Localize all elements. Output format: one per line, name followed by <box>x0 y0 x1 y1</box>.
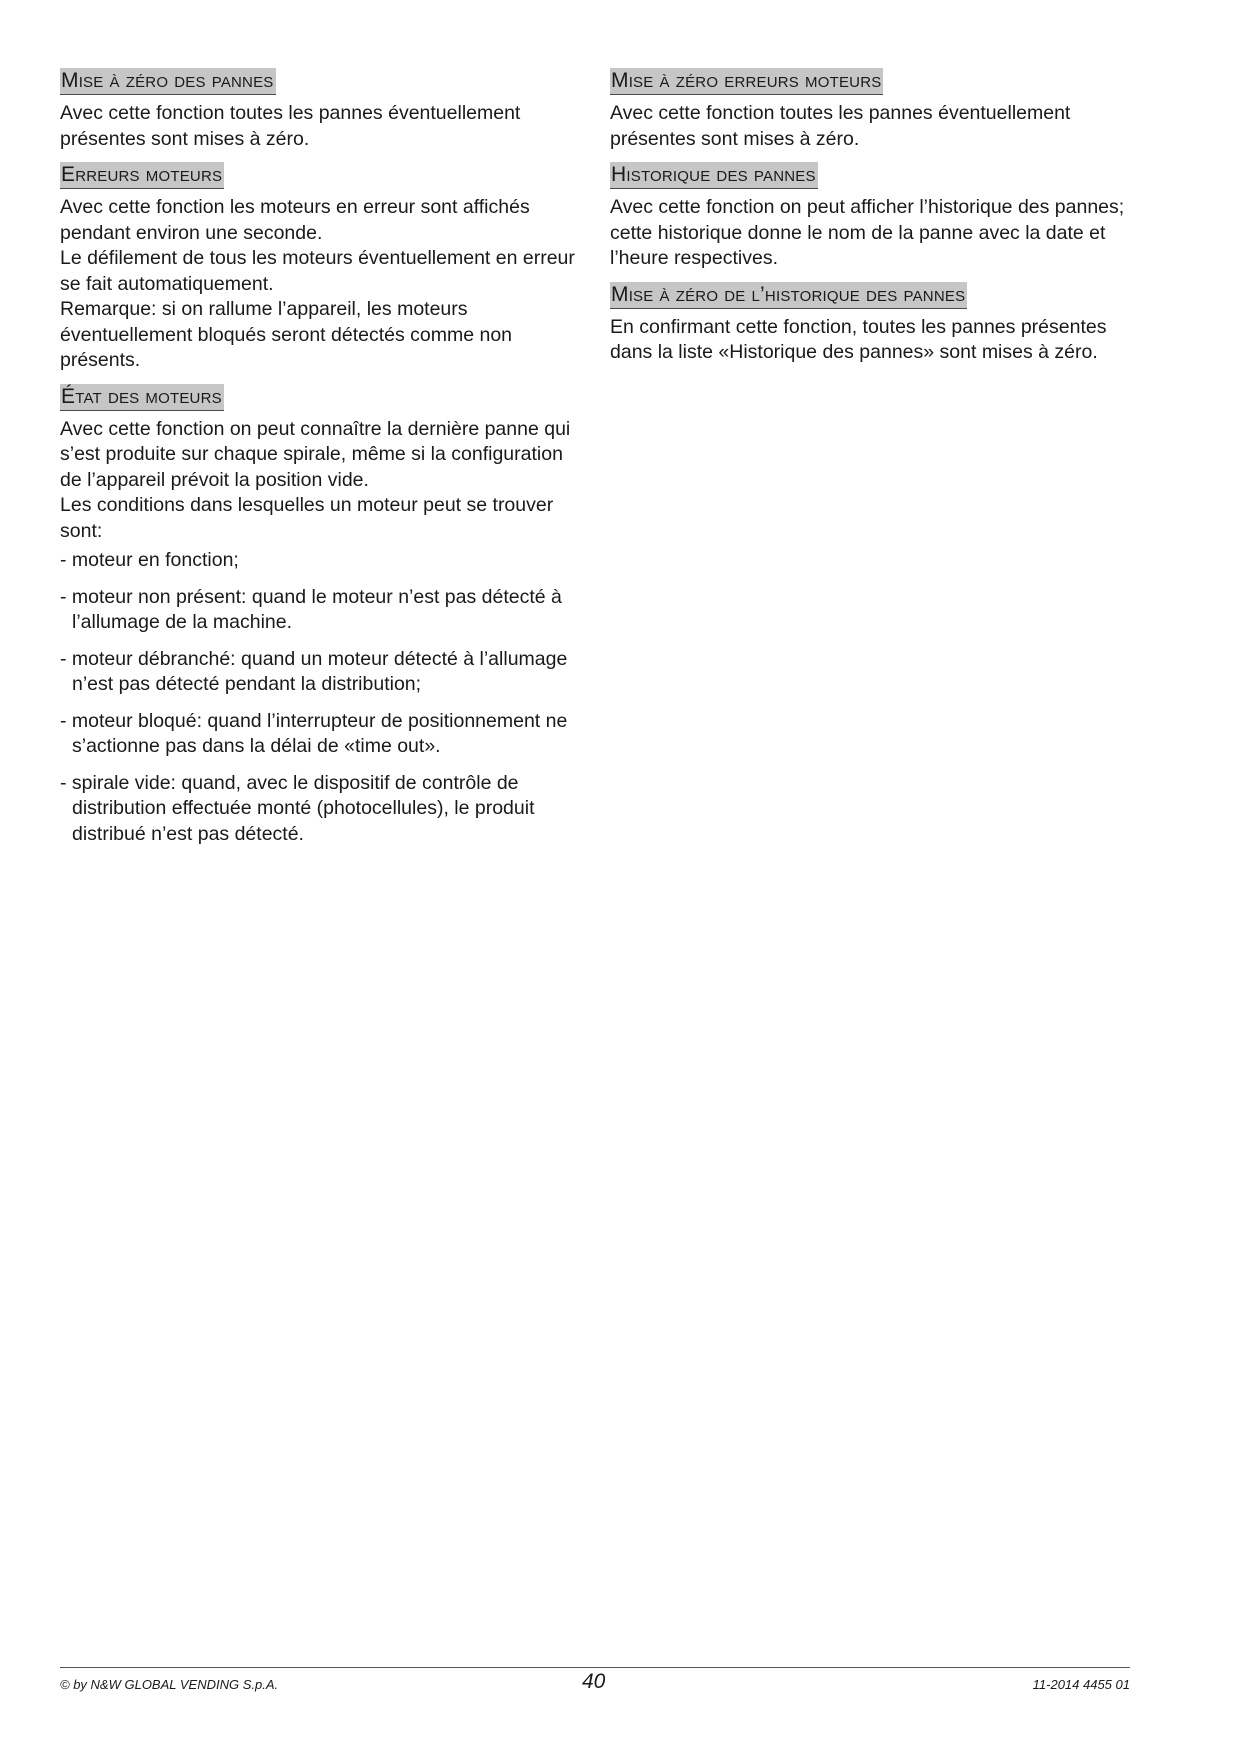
page-footer <box>60 1670 1130 1698</box>
section-reset-fault-history <box>610 282 1130 366</box>
motor-condition-list <box>60 548 580 847</box>
section-heading: État des moteurs <box>60 384 224 411</box>
section-heading: Mise à zéro de l’historique des pannes <box>610 282 967 309</box>
footer-copyright: © by N&W GLOBAL VENDING S.p.A. <box>60 1677 279 1692</box>
section-motor-status <box>60 384 580 848</box>
section-reset-faults <box>60 68 580 152</box>
section-motor-errors <box>60 162 580 374</box>
list-item: - moteur bloqué: quand l’interrupteur de positionnement ne s’actionne pas dans la délai de «time out». <box>60 709 568 757</box>
footer-divider <box>60 1667 1130 1668</box>
section-paragraph: Avec cette fonction on peut connaître la dernière panne qui s’est produite sur chaque spirale, même si la configuration de l’appareil prévoit la position vide. <box>60 417 571 491</box>
section-heading: Mise à zéro erreurs moteurs <box>610 68 883 95</box>
list-item: - moteur débranché: quand un moteur détecté à l’allumage n’est pas détecté pendant la distribution; <box>60 647 568 695</box>
right-column <box>610 68 1130 376</box>
section-paragraph: Le défilement de tous les moteurs éventuellement en erreur se fait automatiquement. <box>60 247 575 295</box>
left-column <box>60 68 580 858</box>
section-paragraph: En confirmant cette fonction, toutes les pannes présentes dans la liste «Historique des pannes» sont mises à zéro. <box>610 315 1107 363</box>
section-paragraph: Remarque: si on rallume l’appareil, les moteurs éventuellement bloqués seront détectés comme non présents. <box>60 298 513 371</box>
section-fault-history <box>610 162 1130 272</box>
section-heading: Erreurs moteurs <box>60 162 224 189</box>
section-paragraph: Avec cette fonction toutes les pannes éventuellement présentes sont mises à zéro. <box>610 102 1071 150</box>
page-number: 40 <box>582 1670 606 1693</box>
list-item: - spirale vide: quand, avec le dispositif de contrôle de distribution effectuée monté (photocellules), le produit distribué n’est pas détecté. <box>60 771 535 845</box>
section-paragraph: Avec cette fonction toutes les pannes éventuellement présentes sont mises à zéro. <box>60 102 521 150</box>
section-paragraph: Avec cette fonction les moteurs en erreur sont affichés pendant environ une seconde. <box>60 196 530 244</box>
section-paragraph: Les conditions dans lesquelles un moteur peut se trouver sont: <box>60 494 554 542</box>
section-reset-motor-errors <box>610 68 1130 152</box>
section-heading: Historique des pannes <box>610 162 818 189</box>
list-item: - moteur en fonction; <box>60 549 239 571</box>
list-item: - moteur non présent: quand le moteur n’est pas détecté à l’allumage de la machine. <box>60 585 562 633</box>
section-heading: Mise à zéro des pannes <box>60 68 276 95</box>
footer-doc-code: 11-2014 4455 01 <box>1032 1677 1130 1692</box>
section-paragraph: Avec cette fonction on peut afficher l’historique des pannes; cette historique donne le nom de la panne avec la date et l’heure respectives. <box>610 196 1125 269</box>
